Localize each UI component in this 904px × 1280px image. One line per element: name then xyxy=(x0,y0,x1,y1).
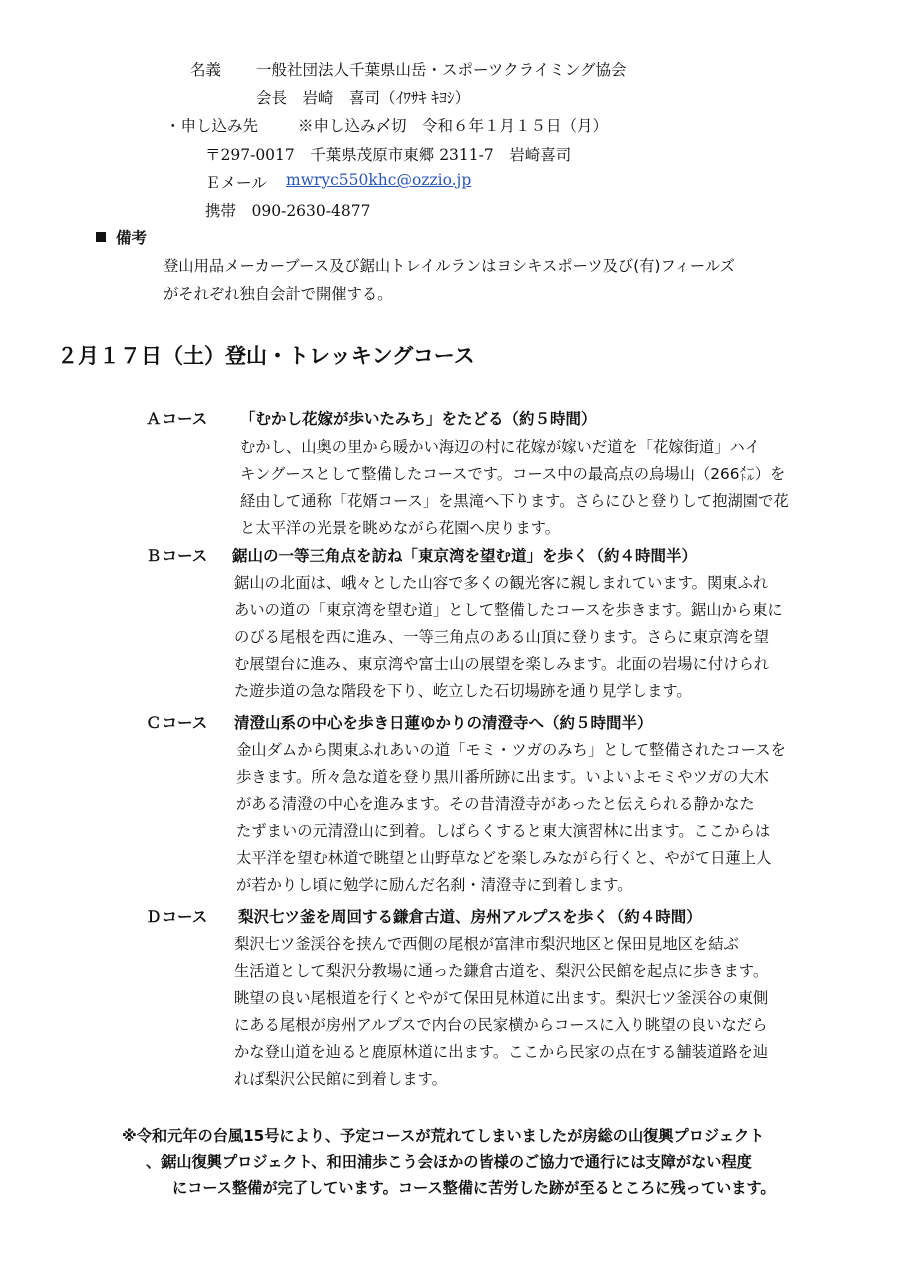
mobile: 携帯 090-2630-4877 xyxy=(205,202,371,220)
course-b-title: 鋸山の一等三角点を訪ね「東京湾を望む道」を歩く（約４時間半） xyxy=(232,546,698,565)
course-c-title: 清澄山系の中心を歩き日蓮ゆかりの清澄寺へ（約５時間半） xyxy=(234,713,653,732)
course-line: むかし、山奥の里から暖かい海辺の村に花嫁が嫁いだ道を「花嫁街道」ハイ xyxy=(240,438,761,456)
course-line: 太平洋を望む林道で眺望と山野草などを楽しみながら行くと、やがて日蓮上人 xyxy=(236,849,772,867)
course-a-title: 「むかし花嫁が歩いたみち」をたどる（約５時間） xyxy=(240,409,597,428)
course-line: た遊歩道の急な階段を下り、屹立した石切場跡を通り見学します。 xyxy=(234,682,692,700)
course-line: かな登山道を辿ると鹿原林道に出ます。ここから民家の点在する舗装道路を辿 xyxy=(234,1043,769,1061)
remarks-line: がそれぞれ独自会計で開催する。 xyxy=(163,285,393,303)
course-line: キングースとして整備したコースです。コース中の最高点の烏場山（266㍍）を xyxy=(240,465,786,483)
footer-line: 、鋸山復興プロジェクト、和田浦歩こう会ほかの皆様のご協力で通行には支障がない程度 xyxy=(146,1153,752,1171)
course-line: が若かりし頃に勉学に励んだ名刹・清澄寺に到着します。 xyxy=(236,876,633,894)
course-line: れば梨沢公民館に到着します。 xyxy=(234,1070,447,1088)
course-line: と太平洋の光景を眺めながら花園へ戻ります。 xyxy=(240,519,561,537)
course-d-label: Ｄコース xyxy=(146,907,208,926)
course-d-body xyxy=(234,931,768,1093)
course-b-label: Ｂコース xyxy=(146,546,208,565)
apply-label: ・申し込み先 xyxy=(165,117,259,135)
course-a-body xyxy=(240,434,789,542)
email-link[interactable]: mwryc550khc@ozzio.jp xyxy=(286,171,472,189)
address: 〒297-0017 千葉県茂原市東郷 2311-7 岩崎喜司 xyxy=(205,146,572,164)
course-line: にある尾根が房州アルプスで内台の民家横からコースに入り眺望の良いなだら xyxy=(234,1016,768,1034)
president: 会長 岩崎 喜司（ｲﾜｻｷ ｷﾖｼ） xyxy=(256,89,471,107)
course-line: 経由して通称「花婿コース」を黒滝へ下ります。さらにひと登りして抱湖園で花 xyxy=(240,492,789,510)
course-line: 眺望の良い尾根道を行くとやがて保田見林道に出ます。梨沢七ツ釜渓谷の東側 xyxy=(234,989,769,1007)
course-line: 梨沢七ツ釜渓谷を挟んで西側の尾根が富津市梨沢地区と保田見地区を結ぶ xyxy=(234,935,739,953)
email-label: Ｅメール xyxy=(205,174,267,192)
course-b-body xyxy=(234,570,783,705)
course-d-title: 梨沢七ツ釜を周回する鎌倉古道、房州アルプスを歩く（約４時間） xyxy=(238,907,702,926)
footer-note xyxy=(122,1123,776,1201)
course-c-body xyxy=(236,737,786,899)
course-line: 生活道として梨沢分教場に通った鎌倉古道を、梨沢公民館を起点に歩きます。 xyxy=(234,962,769,980)
course-line: のびる尾根を西に進み、一等三角点のある山頂に登ります。さらに東京湾を望 xyxy=(234,628,770,646)
deadline: ※申し込み〆切 令和６年１月１５日（月） xyxy=(298,117,609,135)
meigi-label: 名義 xyxy=(190,61,222,79)
remarks-body xyxy=(163,252,735,308)
footer-line: ※令和元年の台風15号により、予定コースが荒れてしまいましたが房総の山復興プロジェクト xyxy=(122,1127,765,1145)
course-line: 歩きます。所々急な道を登り黒川番所跡に出ます。いよいよモミやツガの大木 xyxy=(236,768,769,786)
course-c-label: Ｃコース xyxy=(146,713,208,732)
square-bullet-icon xyxy=(96,232,106,242)
section-title: ２月１７日（土）登山・トレッキングコース xyxy=(57,343,475,368)
course-line: 鋸山の北面は、峨々とした山容で多くの観光客に親しまれています。関東ふれ xyxy=(234,574,769,592)
course-a-label: Ａコース xyxy=(146,409,208,428)
meigi-value: 一般社団法人千葉県山岳・スポーツクライミング協会 xyxy=(256,61,627,79)
course-line: たずまいの元清澄山に到着。しばらくすると東大演習林に出ます。ここからは xyxy=(236,822,771,840)
course-line: む展望台に進み、東京湾や富士山の展望を楽しみます。北面の岩場に付けられ xyxy=(234,655,770,673)
remarks-heading: 備考 xyxy=(96,226,147,248)
course-line: がある清澄の中心を進みます。その昔清澄寺があったと伝えられる静かなた xyxy=(236,795,755,813)
course-line: 金山ダムから関東ふれあいの道「モミ・ツガのみち」として整備されたコースを xyxy=(236,741,786,759)
course-line: あいの道の「東京湾を望む道」として整備したコースを歩きます。鋸山から東に xyxy=(234,601,783,619)
remarks-line: 登山用品メーカーブース及び鋸山トレイルランはヨシキスポーツ及び(有)フィールズ xyxy=(163,257,735,275)
footer-line: にコース整備が完了しています。コース整備に苦労した跡が至るところに残っています。 xyxy=(172,1179,776,1197)
